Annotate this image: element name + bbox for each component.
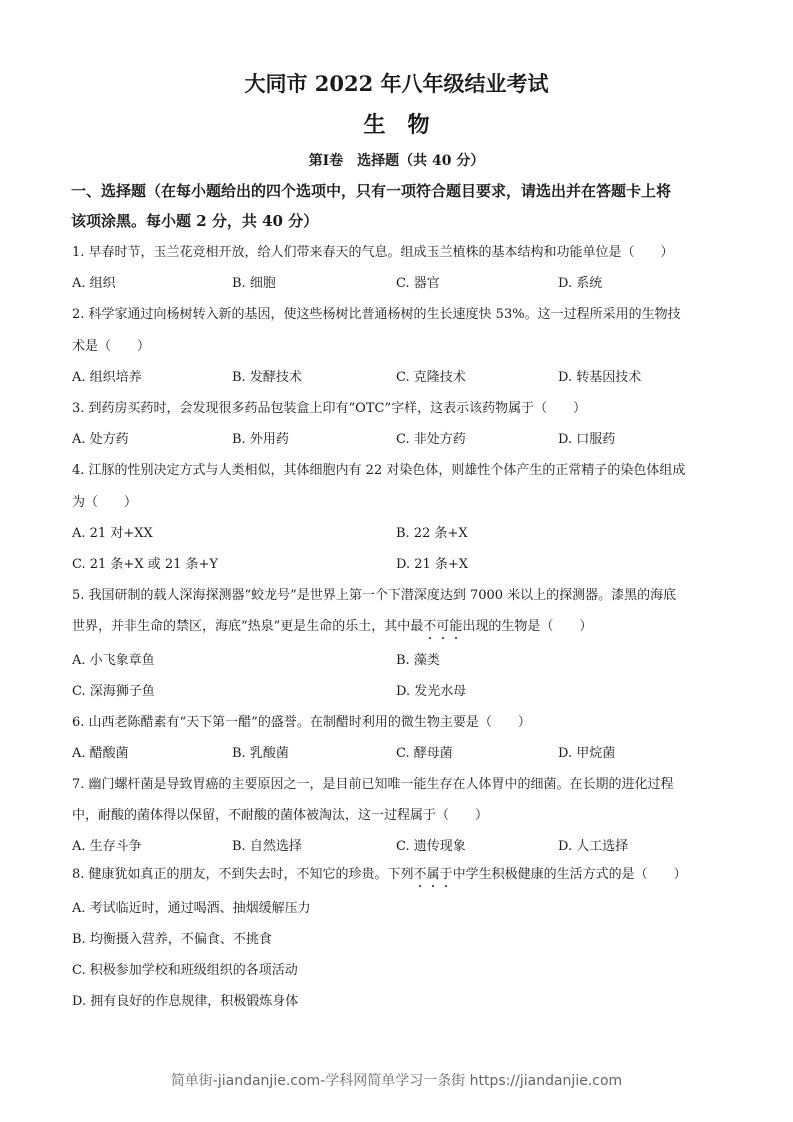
question-3-option-a: A. 处方药 [72, 432, 129, 447]
question-7-option-d: D. 人工选择 [558, 839, 629, 854]
question-6-option-a: A. 醋酸菌 [72, 746, 129, 761]
question-8-stem-after: 中学生积极健康的生活方式的是（ ） [452, 867, 687, 882]
emphasis-char: 能 [449, 619, 463, 634]
question-5-option-a: A. 小飞象章鱼 [72, 653, 155, 668]
question-7-option-b: B. 自然选择 [232, 839, 302, 854]
question-5-stem-after: 出现的生物是（ ） [462, 619, 593, 634]
question-5-option-c: C. 深海狮子鱼 [72, 684, 155, 699]
question-8-stem-before: 8. 健康犹如真正的朋友，不到失去时，不知它的珍贵。下列 [72, 867, 414, 882]
question-4-stem-line-1: 4. 江豚的性别决定方式与人类相似，其体细胞内有 22 对染色体，则雄性个体产生的正常精子的染色体组成 [72, 463, 686, 478]
question-1-option-d: D. 系统 [558, 276, 603, 291]
question-2-option-a: A. 组织培养 [72, 370, 142, 385]
emphasis-char: 于 [439, 867, 453, 882]
question-8-option-a: A. 考试临近时，通过喝酒、抽烟缓解压力 [72, 901, 311, 916]
question-2-stem-line-2: 术是（ ） [72, 339, 151, 354]
question-6-option-b: B. 乳酸菌 [232, 746, 289, 761]
section-instructions [71, 176, 731, 236]
emphasis-char: 属 [426, 867, 440, 882]
question-8-option-d: D. 拥有良好的作息规律，积极锻炼身体 [72, 994, 299, 1009]
question-6-stem: 6. 山西老陈醋素有“天下第一醋”的盛誉。在制醋时利用的微生物主要是（ ） [72, 715, 531, 730]
question-7-option-a: A. 生存斗争 [72, 839, 142, 854]
question-5-stem-line-2 [72, 618, 592, 636]
question-5-option-b: B. 藻类 [396, 653, 440, 668]
question-4-option-d: D. 21 条+X [396, 557, 469, 572]
emphasis-char: 不 [423, 619, 437, 634]
exam-title: 大同市 2022 年八年级结业考试 [244, 71, 549, 96]
watermark-footer: 简单街-jiandanjie.com-学科网简单学习一条街 https://jiandanjie.com [170, 1073, 623, 1089]
question-5-stem-before: 世界，并非生命的禁区，海底“热泉”更是生命的乐土，其中最 [72, 619, 424, 634]
instructions-line-1: 一、选择题（在每小题给出的四个选项中，只有一项符合题目要求，请选出并在答题卡上将 [71, 182, 672, 200]
question-7-stem-line-2: 中，耐酸的菌体得以保留，不耐酸的菌体被淘汰，这一过程属于（ ） [72, 808, 489, 823]
question-8-option-c: C. 积极参加学校和班级组织的各项活动 [72, 963, 298, 978]
question-7-stem-line-1: 7. 幽门螺杆菌是导致胃癌的主要原因之一，是目前已知唯一能生存在人体胃中的细菌。在长期的进化过程 [72, 777, 674, 792]
question-8-stem [72, 866, 687, 884]
question-2-option-d: D. 转基因技术 [558, 370, 642, 385]
question-1-stem: 1. 早春时节，玉兰花竞相开放，给人们带来春天的气息。组成玉兰植株的基本结构和功能单位是（ ） [72, 245, 674, 260]
question-3-option-d: D. 口服药 [558, 432, 616, 447]
question-7-option-c: C. 遗传现象 [396, 839, 466, 854]
question-2-option-c: C. 克隆技术 [396, 370, 466, 385]
question-5-option-d: D. 发光水母 [396, 684, 467, 699]
subject-title: 生物 [363, 112, 452, 138]
question-6-option-c: C. 酵母菌 [396, 746, 453, 761]
question-1-option-b: B. 细胞 [232, 276, 276, 291]
question-4-option-a: A. 21 对+XX [72, 526, 153, 541]
question-8-option-b: B. 均衡摄入营养，不偏食、不挑食 [72, 932, 272, 947]
question-6-option-d: D. 甲烷菌 [558, 746, 616, 761]
question-4-option-b: B. 22 条+X [396, 526, 468, 541]
instructions-line-2: 该项涂黑。每小题 2 分，共 40 分） [71, 212, 319, 230]
question-3-option-b: B. 外用药 [232, 432, 289, 447]
question-4-option-c: C. 21 条+X 或 21 条+Y [72, 557, 218, 572]
volume-heading: 第Ⅰ卷 选择题（共 40 分） [308, 153, 485, 169]
question-3-option-c: C. 非处方药 [396, 432, 466, 447]
question-1-option-c: C. 器官 [396, 276, 440, 291]
question-2-option-b: B. 发酵技术 [232, 370, 302, 385]
question-5-stem-line-1: 5. 我国研制的载人深海探测器“蛟龙号”是世界上第一个下潜深度达到 7000 米以上的探测器。漆黑的海底 [72, 588, 677, 603]
question-1-option-a: A. 组织 [72, 276, 116, 291]
question-4-stem-line-2: 为（ ） [72, 495, 138, 510]
question-3-stem: 3. 到药房买药时，会发现很多药品包装盒上印有“OTC”字样，这表示该药物属于（ ） [72, 401, 587, 416]
emphasis-char: 不 [413, 867, 427, 882]
question-2-stem-line-1: 2. 科学家通过向杨树转入新的基因，使这些杨树比普通杨树的生长速度快 53%。这一过程所采用的生物技 [72, 307, 681, 322]
emphasis-char: 可 [436, 619, 450, 634]
